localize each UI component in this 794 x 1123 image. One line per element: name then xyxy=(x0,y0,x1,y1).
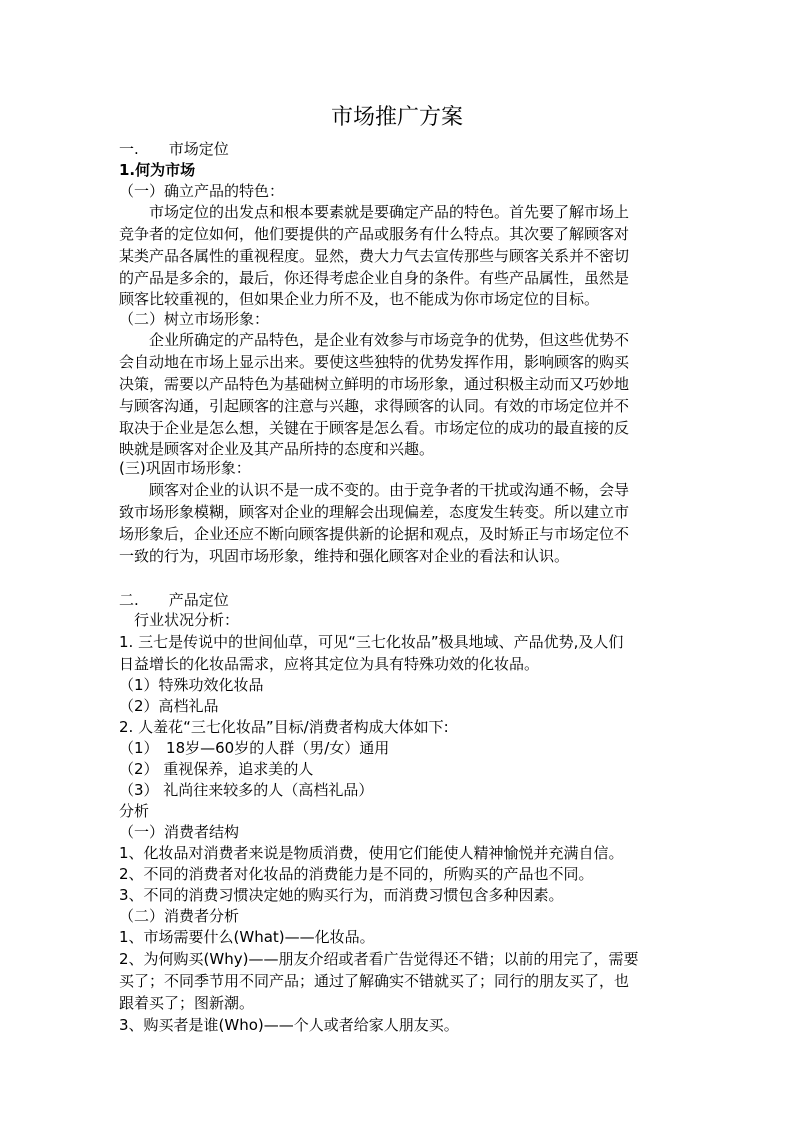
paragraph-line: 会自动地在市场上显示出来。要使这些独特的优势发挥作用，影响顾客的购买 xyxy=(119,353,630,371)
paragraph-line: 与顾客沟通，引起顾客的注意与兴趣，求得顾客的认同。有效的市场定位并不 xyxy=(119,397,630,415)
paragraph-line: 顾客比较重视的，但如果企业力所不及，也不能成为你市场定位的目标。 xyxy=(119,290,600,308)
subheading-1: （一）确立产品的特色： xyxy=(119,182,285,200)
subheading-consumer-structure: （一）消费者结构 xyxy=(119,823,240,841)
list-item: 2、为何购买(Why)——朋友介绍或者看广告觉得还不错；以前的用完了，需要 xyxy=(119,950,639,968)
list-item: 2、不同的消费者对化妆品的消费能力是不同的，所购买的产品也不同。 xyxy=(119,865,594,883)
list-item-continued: 买了；不同季节用不同产品；通过了解确实不错就买了；同行的朋友买了，也 xyxy=(119,972,630,990)
list-item: 3、不同的消费习惯决定她的购买行为，而消费习惯包含多种因素。 xyxy=(119,886,564,904)
paragraph-line: 某类产品各属性的重视程度。显然，费大力气去宣传那些与顾客关系并不密切 xyxy=(119,247,630,265)
subheading-consumer-analysis: （二）消费者分析 xyxy=(119,907,240,925)
paragraph-line: 致市场形象模糊，顾客对企业的理解会出现偏差，态度发生转变。所以建立市 xyxy=(119,503,630,521)
paragraph-line: 市场定位的出发点和根本要素就是要确定产品的特色。首先要了解市场上 xyxy=(119,203,630,221)
list-item: （2） 重视保养，追求美的人 xyxy=(119,760,314,778)
paragraph-line: 竞争者的定位如何，他们要提供的产品或服务有什么特点。其次要了解顾客对 xyxy=(119,225,630,243)
paragraph-line: 一致的行为，巩固市场形象，维持和强化顾客对企业的看法和认识。 xyxy=(119,547,570,565)
paragraph-line: 企业所确定的产品特色，是企业有效参与市场竞争的优势，但这些优势不 xyxy=(119,331,630,349)
list-item-continued: 跟着买了；图新潮。 xyxy=(119,994,255,1012)
paragraph-line: 场形象后，企业还应不断向顾客提供新的论据和观点，及时矫正与市场定位不 xyxy=(119,525,630,543)
page-title: 市场推广方案 xyxy=(330,105,463,130)
paragraph-line: 决策，需要以产品特色为基础树立鲜明的市场形象，通过积极主动而又巧妙地 xyxy=(119,375,630,393)
list-item: 1、化妆品对消费者来说是物质消费，使用它们能使人精神愉悦并充满自信。 xyxy=(119,844,624,862)
list-item: （2）高档礼品 xyxy=(119,697,219,715)
list-item-continued: 日益增长的化妆品需求，应将其定位为具有特殊功效的化妆品。 xyxy=(119,655,540,673)
section-heading-1: 一. 市场定位 xyxy=(119,140,229,158)
list-item: （3） 礼尚往来较多的人（高档礼品） xyxy=(119,781,374,799)
list-item: 2. 人羞花“三七化妆品”目标/消费者构成大体如下: xyxy=(119,718,449,736)
paragraph-line: 顾客对企业的认识不是一成不变的。由于竞争者的干扰或沟通不畅，会导 xyxy=(119,481,630,499)
subheading-what-is-market: 1.何为市场 xyxy=(119,161,196,179)
paragraph-line: 取决于企业是怎么想，关键在于顾客是怎么看。市场定位的成功的最直接的反 xyxy=(119,419,630,437)
subheading-industry: 行业状况分析： xyxy=(119,611,240,629)
list-item: （1）特殊功效化妆品 xyxy=(119,676,264,694)
list-item: 1. 三七是传说中的世间仙草，可见“三七化妆品”极具地域、产品优势,及人们 xyxy=(119,633,624,651)
list-item: （1） 18岁—60岁的人群（男/女）通用 xyxy=(119,739,390,757)
paragraph-line: 的产品是多余的，最后，你还得考虑企业自身的条件。有些产品属性，虽然是 xyxy=(119,269,630,287)
subheading-3: (三)巩固市场形象： xyxy=(119,459,251,477)
paragraph-line: 映就是顾客对企业及其产品所持的态度和兴趣。 xyxy=(119,440,435,458)
subheading-2: （二）树立市场形象： xyxy=(119,310,270,328)
list-item: 3、购买者是谁(Who)——个人或者给家人朋友买。 xyxy=(119,1016,459,1034)
section-heading-2: 二. 产品定位 xyxy=(119,591,229,609)
list-item: 1、市场需要什么(What)——化妆品。 xyxy=(119,928,375,946)
subheading-analysis: 分析 xyxy=(119,802,150,820)
